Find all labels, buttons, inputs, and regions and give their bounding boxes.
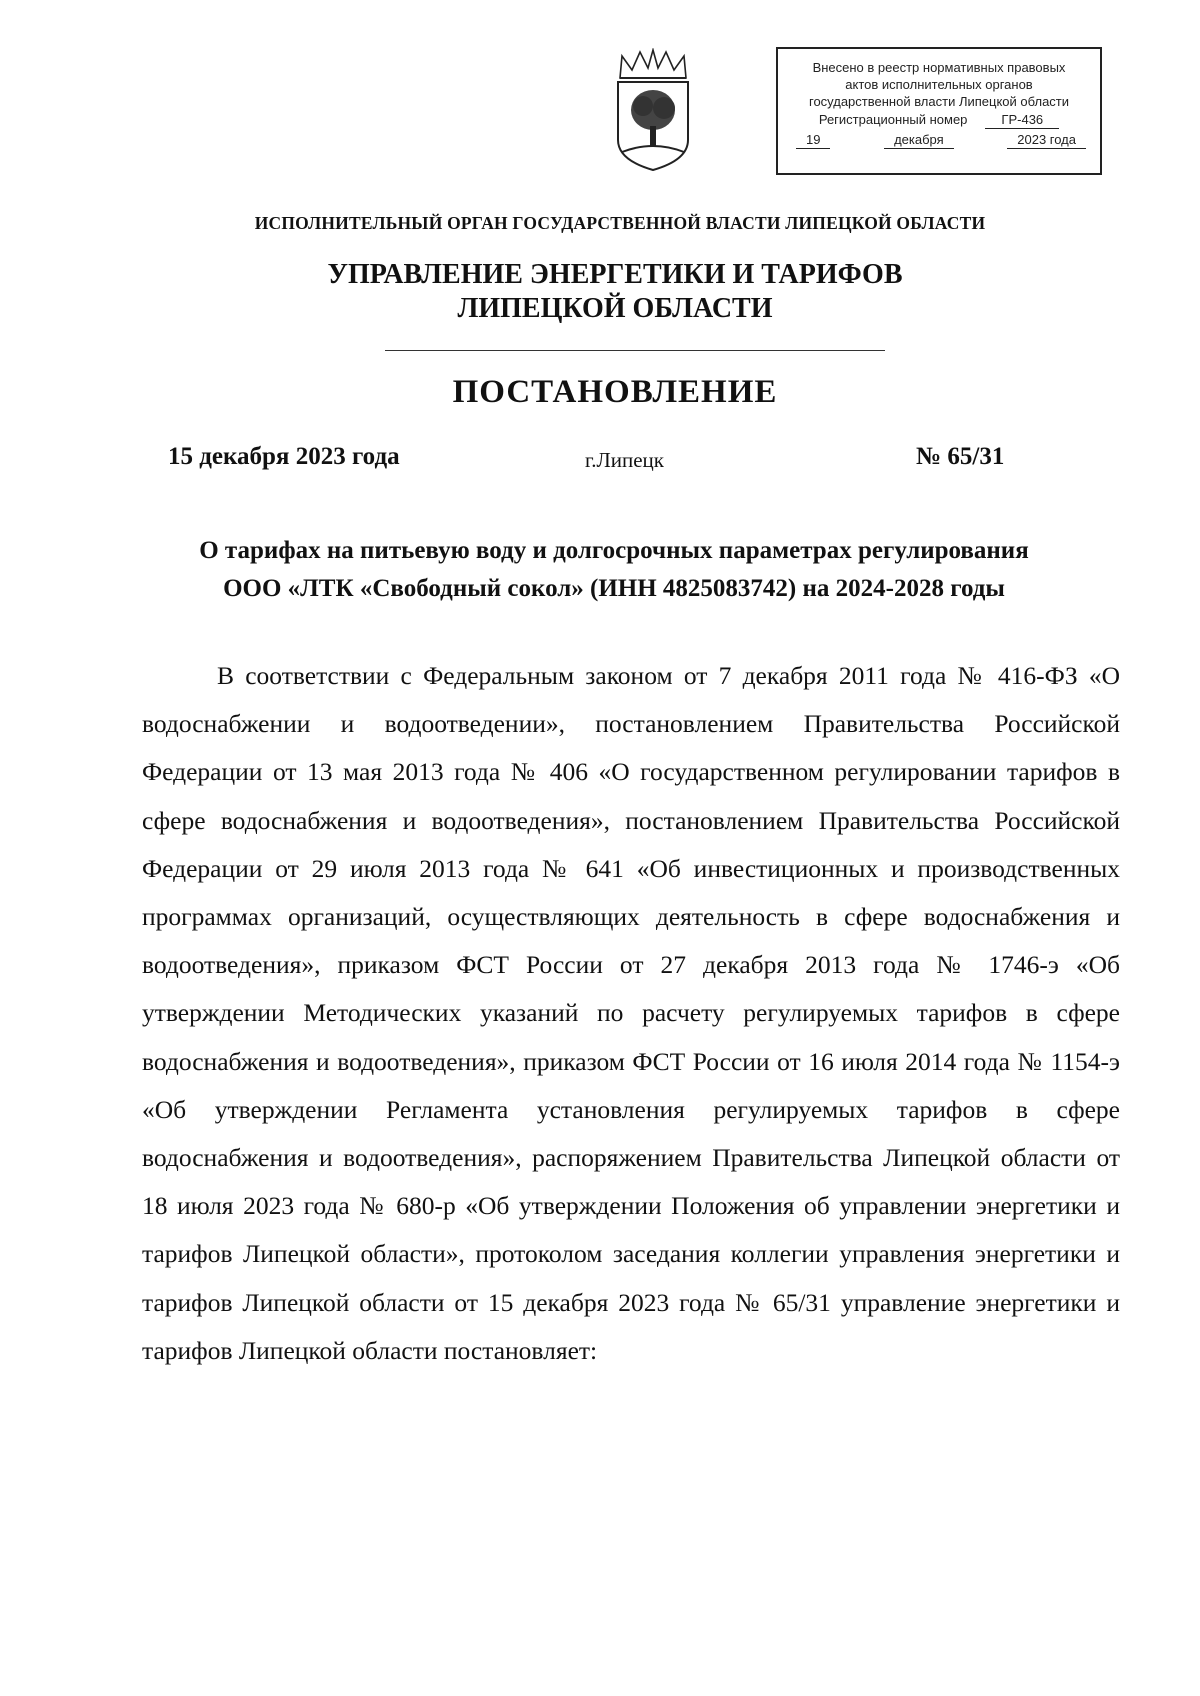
executive-body-name: ИСПОЛНИТЕЛЬНЫЙ ОРГАН ГОСУДАРСТВЕННОЙ ВЛАСТИ ЛИПЕЦКОЙ ОБЛАСТИ bbox=[254, 213, 986, 233]
registry-number-label: Регистрационный номер bbox=[818, 112, 968, 127]
document-number: № 65/31 bbox=[916, 443, 1005, 470]
registry-date-row bbox=[778, 129, 1100, 149]
registry-stamp bbox=[776, 47, 1102, 175]
registry-line-3: государственной власти Липецкой области bbox=[808, 94, 1070, 109]
registry-line-1: Внесено в реестр нормативных правовых bbox=[812, 60, 1066, 75]
subject-line-1: О тарифах на питьевую воду и долгосрочных параметрах регулирования bbox=[199, 537, 1029, 564]
department-name-line-1: УПРАВЛЕНИЕ ЭНЕРГЕТИКИ И ТАРИФОВ bbox=[327, 259, 903, 290]
registry-number: ГР-436 bbox=[985, 111, 1059, 129]
body-paragraph: В соответствии с Федеральным законом от 7 декабря 2011 года № 416-ФЗ «О водоснабжении и водоотведении», постановлением Правительства Российской Федерации от 13 мая 2013 года № 406 «О государственном регулировании тарифов в сфере водоснабжения и водоотведения», постановлением Правительства Российской Федерации от 29 июля 2013 года № 641 «Об инвестиционных и производственных программах организаций, осуществляющих деятельность в сфере водоснабжения и водоотведения», приказом ФСТ России от 27 декабря 2013 года № 1746-э «Об утверждении Методических указаний по расчету регулируемых тарифов в сфере водоснабжения и водоотведения», приказом ФСТ России от 16 июля 2014 года № 1154-э «Об утверждении Регламента установления регулируемых тарифов в сфере водоснабжения и водоотведения», распоряжением Правительства Липецкой области от 18 июля 2023 года № 680-р «Об утверждении Положения об управлении энергетики и тарифов Липецкой области», протоколом заседания коллегии управления энергетики и тарифов Липецкой области от 15 декабря 2023 года № 65/31 управление энергетики и тарифов Липецкой области постановляет: bbox=[142, 661, 1120, 1365]
coat-of-arms-icon bbox=[612, 48, 694, 178]
document-subject bbox=[0, 532, 1200, 608]
department-name-line-2: ЛИПЕЦКОЙ ОБЛАСТИ bbox=[457, 293, 773, 324]
subject-line-2: ООО «ЛТК «Свободный сокол» (ИНН 4825083742) на 2024-2028 годы bbox=[223, 575, 1005, 602]
document-date: 15 декабря 2023 года bbox=[168, 443, 400, 470]
registry-month: декабря bbox=[884, 131, 954, 149]
registry-number-row bbox=[778, 111, 1100, 129]
header-divider bbox=[385, 350, 885, 351]
registry-year: 2023 года bbox=[1007, 131, 1086, 149]
registry-line-2: актов исполнительных органов bbox=[845, 77, 1033, 92]
department-name bbox=[0, 258, 1200, 326]
document-city: г.Липецк bbox=[585, 448, 664, 472]
document-type-title: ПОСТАНОВЛЕНИЕ bbox=[452, 374, 778, 410]
registry-day: 19 bbox=[796, 131, 830, 149]
